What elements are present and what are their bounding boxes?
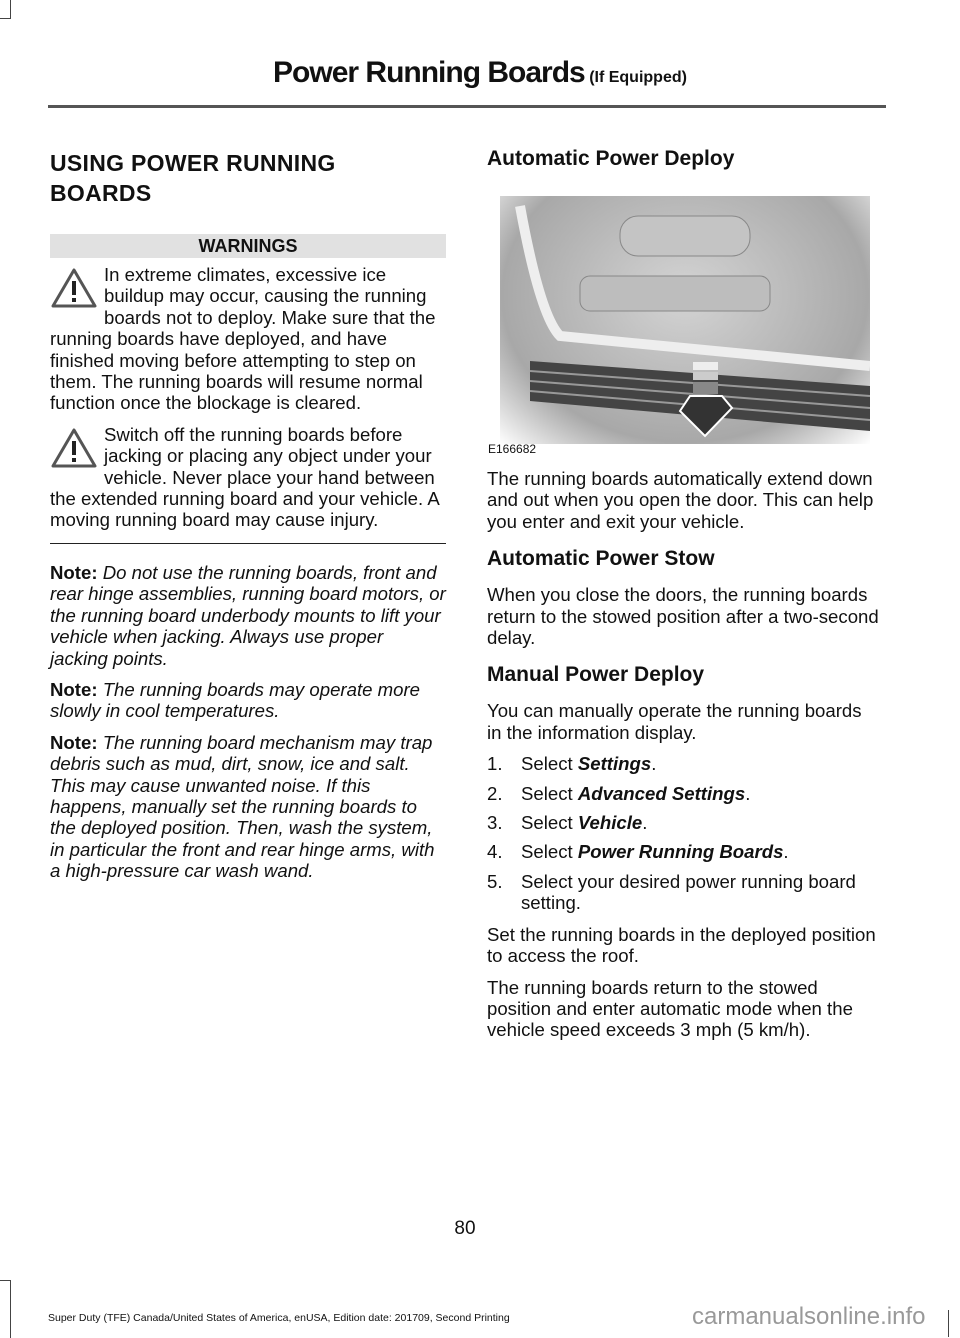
step-text: Select	[521, 753, 578, 775]
header-title: Power Running Boards	[273, 56, 585, 89]
edition-footer: Super Duty (TFE) Canada/United States of America, enUSA, Edition date: 201709, Second Printing	[48, 1312, 510, 1324]
menu-item-power-running-boards: Power Running Boards	[577, 841, 784, 863]
running-board-drawing	[500, 196, 870, 444]
crop-mark	[948, 1310, 950, 1337]
note-text: The running boards may operate more slowly in cool temperatures.	[50, 678, 420, 722]
right-column	[487, 146, 879, 184]
manual-heading: Manual Power Deploy	[487, 663, 705, 687]
step-number: 5.	[487, 870, 503, 892]
watermark: carmanualsonline.info	[692, 1303, 926, 1330]
warnings-end-rule	[50, 543, 446, 544]
warning-2	[50, 424, 446, 531]
deploy-heading: Automatic Power Deploy	[487, 147, 735, 170]
steps-list	[487, 753, 881, 913]
step-number: 4.	[487, 841, 503, 863]
step-number: 1.	[487, 753, 503, 775]
running-board-illustration	[500, 196, 870, 444]
note-text: Do not use the running boards, front and rear hinge assemblies, running board motors, or the running board underbody mounts to lift your vehicle when jacking. Always use proper jacking points.	[50, 561, 446, 669]
step-number: 3.	[487, 812, 503, 834]
step-punct: .	[783, 841, 789, 863]
step-text: Select	[521, 782, 578, 804]
step-number: 2.	[487, 782, 503, 804]
stow-heading: Automatic Power Stow	[487, 547, 715, 571]
step-text: Select	[521, 812, 578, 834]
note	[50, 562, 446, 669]
note-label: Note:	[50, 678, 98, 700]
deploy-text: The running boards automatically extend down and out when you open the door. This can help you enter and exit your vehicle.	[487, 468, 874, 532]
warning-text: Switch off the running boards before jacking or placing any object under your vehicle. Never place your hand between the extended running board and your vehicle. A moving running board may cause injury.	[50, 423, 439, 531]
crop-mark	[0, 0, 11, 19]
step-punct: .	[745, 782, 751, 804]
crop-mark	[0, 1280, 11, 1338]
header-rule	[48, 105, 886, 108]
menu-item-advanced-settings: Advanced Settings	[577, 782, 746, 804]
step	[487, 812, 881, 833]
warning-triangle-icon	[50, 266, 98, 310]
warnings-label: WARNINGS	[50, 234, 446, 258]
warning-triangle-icon	[50, 426, 98, 470]
note	[50, 732, 446, 882]
right-column-body	[487, 468, 881, 1051]
step	[487, 783, 881, 804]
step-punct: .	[642, 812, 648, 834]
note-label: Note:	[50, 731, 98, 753]
left-column	[50, 148, 446, 892]
page-header	[0, 56, 960, 90]
menu-item-vehicle: Vehicle	[577, 812, 643, 834]
step	[487, 753, 881, 774]
figure-id: E166682	[488, 442, 537, 456]
step-text: Select	[521, 841, 578, 863]
step-punct: .	[651, 753, 657, 775]
manual-intro: You can manually operate the running boards in the information display.	[487, 700, 862, 743]
warning-1	[50, 264, 446, 414]
section-heading: USING POWER RUNNING BOARDS	[50, 150, 336, 206]
menu-item-settings: Settings	[577, 753, 652, 775]
header-subtitle: (If Equipped)	[589, 69, 687, 86]
step	[487, 871, 881, 914]
roof-text: Set the running boards in the deployed position to access the roof.	[487, 923, 876, 967]
stow-text: When you close the doors, the running boards return to the stowed position after a two-second delay.	[487, 584, 879, 649]
page-number: 80	[454, 1218, 476, 1239]
note-label: Note:	[50, 561, 98, 583]
step	[487, 841, 881, 862]
step-text: Select your desired power running board setting.	[521, 870, 856, 914]
warning-text: In extreme climates, excessive ice buildup may occur, causing the running boards not to deploy. Make sure that the running boards have deployed, and have finished moving before attempting to step on them. The running boards will resume normal function once the blockage is cleared.	[50, 264, 436, 414]
note-text: The running board mechanism may trap debris such as mud, dirt, snow, ice and salt. This may cause unwanted noise. If this happens, manually set the running boards to the deployed position. Then, wash the system, in particular the front and rear hinge arms, with a high-pressure car wash wand.	[50, 731, 435, 882]
auto-mode-text: The running boards return to the stowed position and enter automatic mode when the vehicle speed exceeds 3 mph (5 km/h).	[487, 976, 853, 1041]
note	[50, 679, 446, 722]
